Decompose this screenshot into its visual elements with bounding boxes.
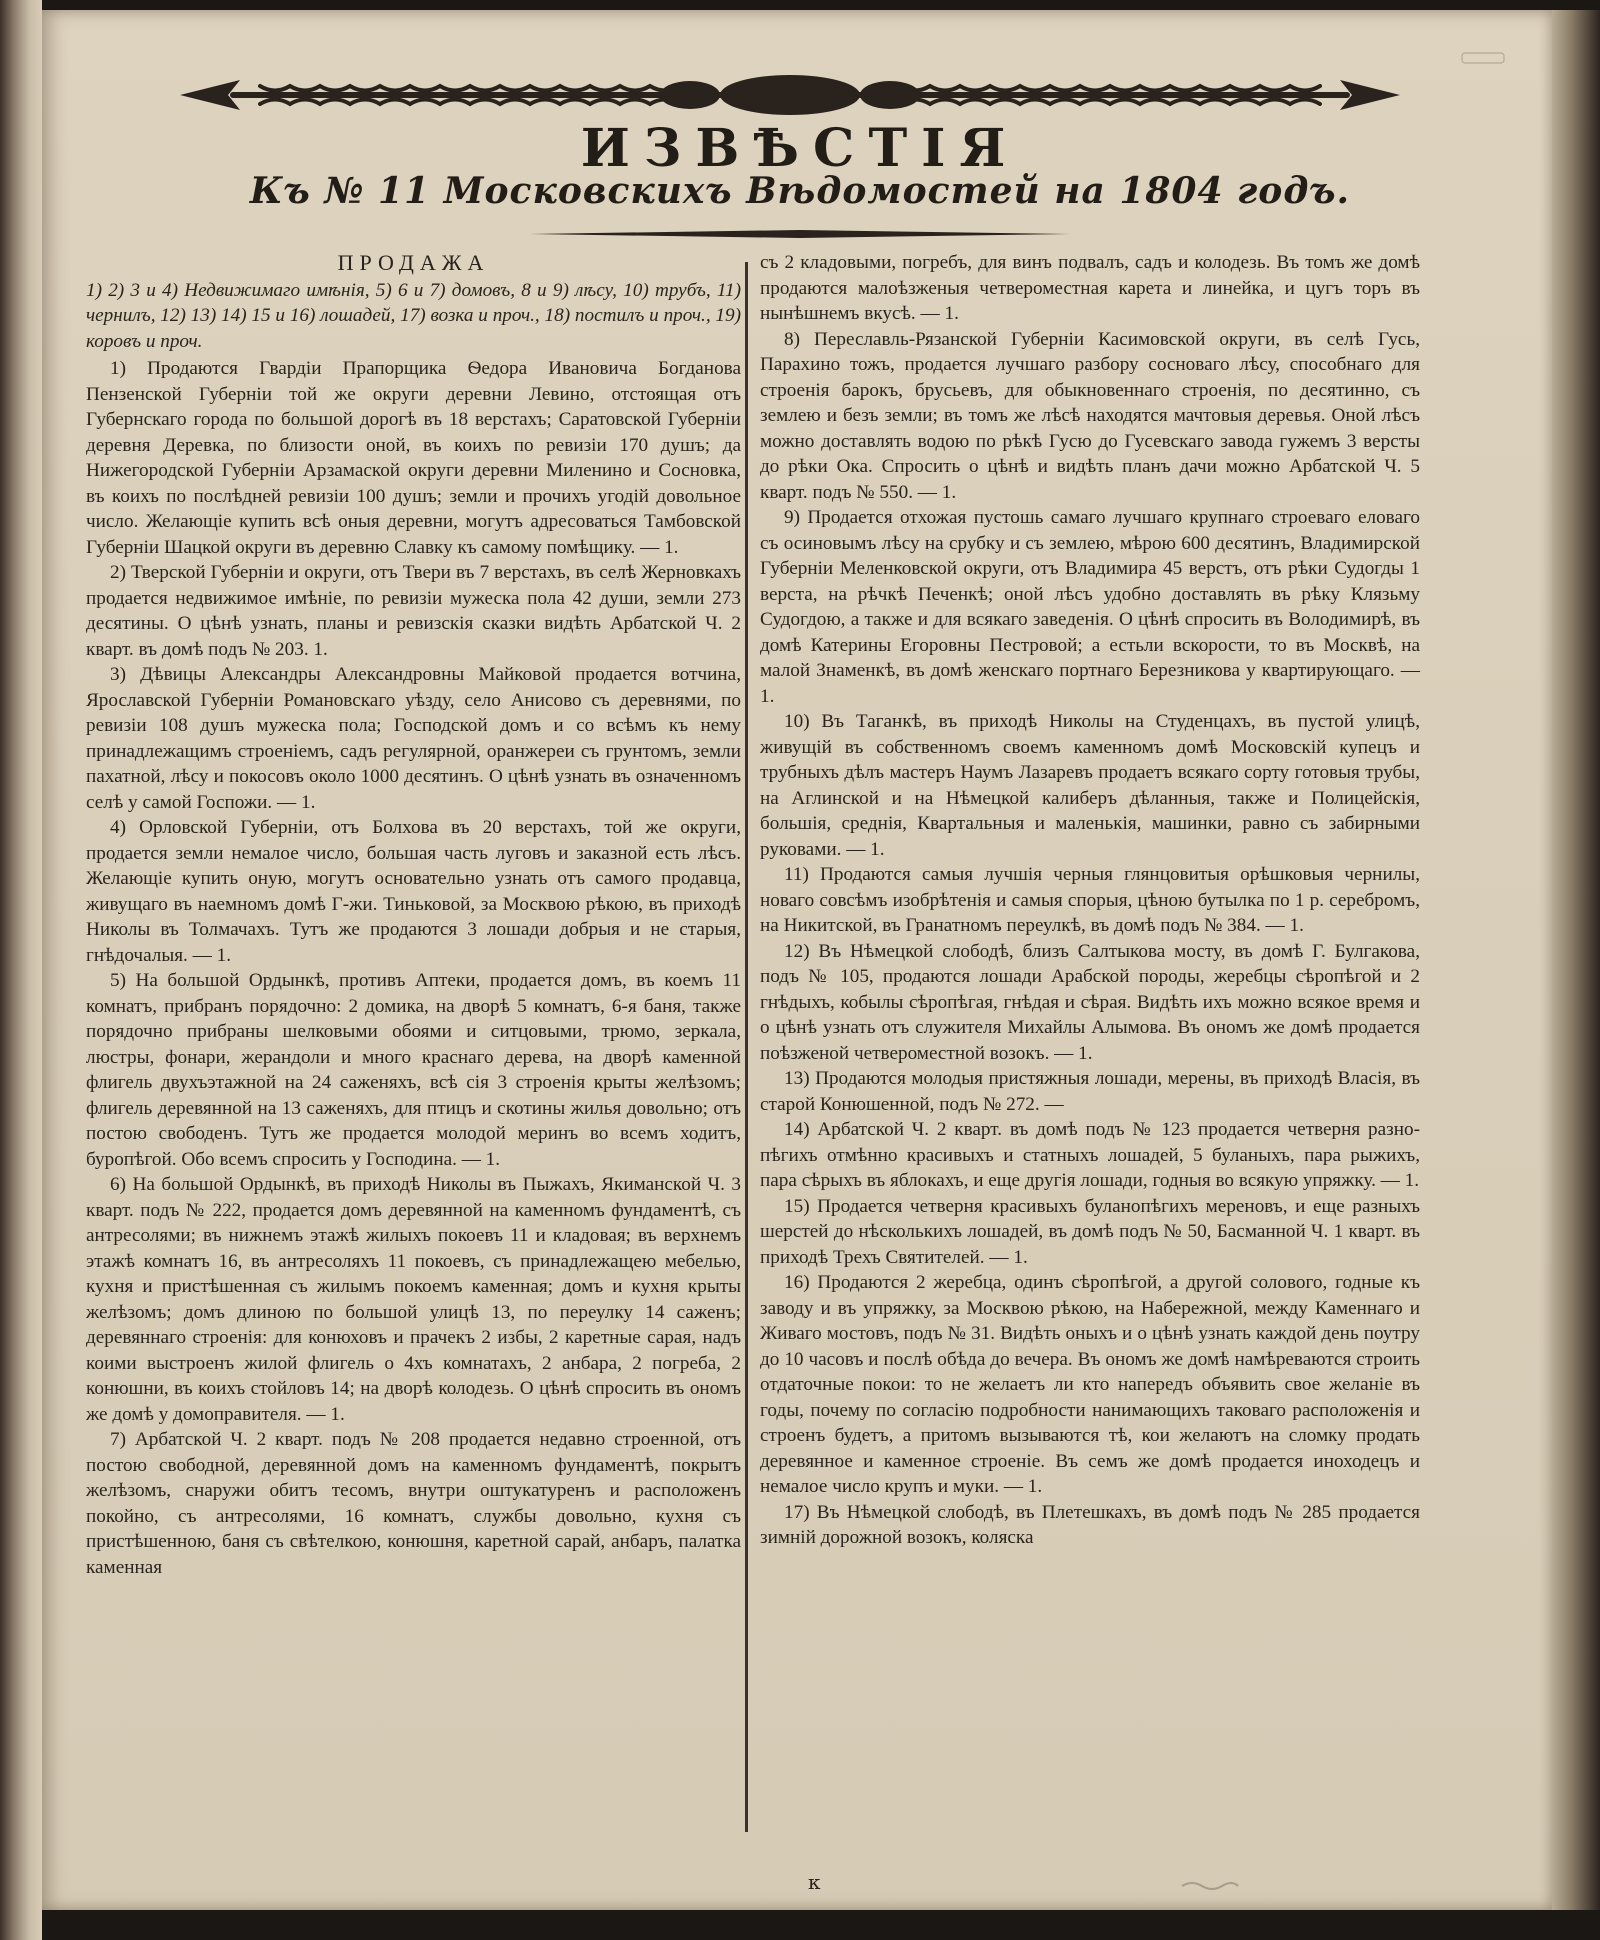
listing-continuation: съ 2 кладовыми, погребъ, для винъ подвалъ, садъ и колодезь. Въ томъ же домѣ продаются малоѣзженыя четвероместная карета и линейка, и цугъ торъ въ нынѣшнемъ вкусѣ. — 1. bbox=[760, 252, 1420, 324]
book-spine bbox=[0, 0, 42, 1940]
listing: 16) Продаются 2 жеребца, одинъ сѣропѣгой, а другой солового, годные къ заводу и въ упряжку, за Москвою рѣкою, на Набережной, между Каменнаго и Живаго мостовъ, подъ № 31. Видѣть оныхъ и о цѣнѣ узнать каждой день поутру до 10 часовъ и послѣ обѣда до вечера. Въ ономъ же домѣ намѣреваются строить отдаточные покои: то не желаетъ ли кто напередъ объявить свое желаніе въ годы, почему по согласію подробности нанимающихъ таковаго расположенія и строенъ будетъ, а притомъ вызываются тѣ, кои желаютъ на сломку продать деревянное и каменное строеніе. Въ семъ же домѣ продается иноходецъ и немалое число крупъ и муки. — 1. bbox=[760, 1272, 1420, 1497]
left-column bbox=[86, 250, 741, 1580]
page-signature: к bbox=[808, 1870, 821, 1894]
ink-smudge-icon bbox=[1180, 1880, 1240, 1892]
listing: 12) Въ Нѣмецкой слободѣ, близъ Салтыкова мосту, въ домѣ Г. Булгакова, подъ № 105, продаются лошади Арабской породы, жеребцы сѣропѣгой и 2 гнѣдыхъ, кобылы сѣропѣгая, гнѣдая и сѣрая. Видѣть ихъ можно всякое время и о цѣнѣ узнать отъ служителя Михайлы Алымова. Въ ономъ же домѣ продается поѣзженой четвероместной возокъ. — 1. bbox=[760, 940, 1420, 1064]
library-stamp-icon bbox=[1460, 50, 1506, 66]
column-divider bbox=[745, 262, 748, 1832]
page-edge bbox=[1552, 10, 1600, 1910]
listing: 10) Въ Таганкѣ, въ приходѣ Николы на Студенцахъ, въ пустой улицѣ, живущій въ собственномъ своемъ каменномъ домѣ Московскій купецъ и трубныхъ дѣлъ мастеръ Наумъ Лазаревъ продаетъ всякаго сорту готовыя трубы, на Аглинской и на Нѣмецкой калиберъ дѣланныя, также и Полицейскія, большія, среднія, Квартальныя и маленькія, машинки, равно съ забирными руковами. — 1. bbox=[760, 711, 1420, 860]
page-title: ИЗВѢСТІЯ bbox=[580, 118, 1020, 179]
listing: 2) Тверской Губерніи и округи, отъ Твери въ 7 верстахъ, въ селѣ Жерновкахъ продается недвижимое имѣніе, по ревизіи мужеска пола 42 души, земли 273 десятины. О цѣнѣ узнать, планы и ревизскія сказки видѣть Арбатской Ч. 2 кварт. въ домѣ подъ № 203. 1. bbox=[86, 562, 741, 660]
listing: 5) На большой Ордынкѣ, противъ Аптеки, продается домъ, въ коемъ 11 комнатъ, прибранъ порядочно: 2 домика, на дворѣ 5 комнатъ, 6-я баня, также порядочно прибраны шелковыми обоями и ситцовыми, трюмо, зеркала, люстры, фонари, жерандоли и много краснаго дерева, на дворѣ каменной флигель двухъэтажной на 24 саженяхъ, всѣ сія 3 строенія крыты желѣзомъ; флигель деревянной на 13 саженяхъ, для птицъ и скотины жилья довольно; отъ постою свободенъ. Тутъ же продается молодой меринъ во всемъ ходитъ, буропѣгой. Обо всемъ спросить у Господина. — 1. bbox=[86, 970, 741, 1170]
right-column bbox=[760, 250, 1420, 1551]
listing: 4) Орловской Губерніи, отъ Болхова въ 20 верстахъ, той же округи, продается земли немалое число, большая часть луговъ и заказной есть лѣсъ. Желающіе купить оную, могутъ основательно узнать отъ самого продавца, живущаго въ наемномъ домѣ Г-жи. Тиньковой, за Москвою рѣкою, въ приходѣ Николы въ Толмачахъ. Тутъ же продаются 3 лошади добрыя и не старыя, гнѣдочалыя. — 1. bbox=[86, 817, 741, 966]
listing: 15) Продается четверня красивыхъ буланопѣгихъ мереновъ, и еще разныхъ шерстей до нѣсколькихъ лошадей, въ домѣ подъ № 50, Басманной Ч. 1 кварт. въ приходѣ Трехъ Святителей. — 1. bbox=[760, 1195, 1420, 1268]
listing: 14) Арбатской Ч. 2 кварт. въ домѣ подъ № 123 продается четверня разно-пѣгихъ отмѣнно красивыхъ и статныхъ лошадей, 5 буланыхъ, пара рыжихъ, пара сѣрыхъ въ яблокахъ, и еще другія лошади, годныя во всякую упряжку. — 1. bbox=[760, 1119, 1420, 1191]
listing: 11) Продаются самыя лучшія черныя глянцовитыя орѣшковыя чернилы, новаго совсѣмъ изобрѣтенія и самыя спорыя, цѣною бутылка по 1 р. серебромъ, на Никитской, въ Гранатномъ переулкѣ, въ домѣ подъ № 384. — 1. bbox=[760, 864, 1420, 936]
section-heading: ПРОДАЖА bbox=[337, 250, 490, 275]
listing: 3) Дѣвицы Александры Александровны Майковой продается вотчина, Ярославской Губерніи Романовскаго уѣзду, село Анисово съ деревнями, по ревизіи 108 душъ мужеска пола; Господской домъ и со всѣмъ къ нему принадлежащимъ строеніемъ, садъ регулярной, оранжереи съ грунтомъ, земли пахатной, лѣсу и покосовъ около 1000 десятинъ. О цѣнѣ узнать въ означенномъ селѣ у самой Госпожи. — 1. bbox=[86, 664, 741, 813]
listing: 1) Продаются Гвардіи Прапорщика Ѳедора Ивановича Богданова Пензенской Губерніи той же округи деревни Левино, отстоящая отъ Губернскаго города по большой дорогѣ въ 18 верстахъ; Саратовской Губерніи деревня Деревка, по близости оной, въ коихъ по ревизіи 170 душъ; да Нижегородской Губерніи Арзамаской округи деревни Миленино и Сосновка, въ коихъ по послѣдней ревизіи 100 душъ; земли и прочихъ угодій довольное число. Желающіе купить всѣ оныя деревни, могутъ адресоваться Тамбовской Губерніи Шацкой округи въ деревню Славку къ самому помѣщику. — 1. bbox=[86, 358, 741, 558]
title-rule bbox=[530, 230, 1070, 238]
page-subtitle: Къ № 11 Московскихъ Вѣдомостей на 1804 годъ. bbox=[249, 170, 1351, 212]
listing: 8) Переславль-Рязанской Губерніи Касимовской округи, въ селѣ Гусь, Парахино тожъ, продается лучшаго разбору сосноваго лѣсу, способнаго для строенія барокъ, брусьевъ, для обыкновеннаго строенія, по десятинно, съ землею и безъ земли; въ томъ же лѣсѣ находятся мачтовыя деревья. Оной лѣсъ можно доставлять водою по рѣкѣ Гусю до Гусевскаго завода гужемъ 3 версты до рѣки Ока. Спросить о цѣнѣ и видѣть планъ дачи можно Арбатской Ч. 5 кварт. подъ № 550. — 1. bbox=[760, 328, 1420, 503]
listing: 6) На большой Ордынкѣ, въ приходѣ Николы въ Пыжахъ, Якиманской Ч. 3 кварт. подъ № 222, продается домъ деревянной на каменномъ фундаментѣ, съ антресолями; въ нижнемъ этажѣ жилыхъ покоевъ 11 и кладовая; въ верхнемъ этажѣ комнатъ 16, въ антресоляхъ 11 покоевъ, съ принадлежащею мебелью, кухня и пристѣшенная съ жилымъ покоемъ каменная; домъ и кухня крыты желѣзомъ; домъ длиною по большой улицѣ 13, по переулку 14 саженъ; деревяннаго строенія: для конюховъ и прачекъ 2 избы, 2 каретные сарая, надъ коими выстроенъ жилой флигель о 4хъ комнатахъ, 2 анбара, 2 погреба, 2 конюшни, въ коихъ стойловъ 14; на дворѣ колодезь. О цѣнѣ спросить въ ономъ же домѣ у домоправителя. — 1. bbox=[86, 1174, 741, 1425]
listing: 7) Арбатской Ч. 2 кварт. подъ № 208 продается недавно строенной, отъ постою свободной, деревянной домъ на каменномъ фундаментѣ, покрытъ желѣзомъ, снаружи обитъ тесомъ, внутри оштукатуренъ и расположенъ покойно, съ антресолями, 16 комнатъ, службы довольно, кухня съ пристѣшенною, баня съ свѣтелкою, конюшня, каретной сарай, анбаръ, палатка каменная bbox=[86, 1429, 741, 1578]
listing: 17) Въ Нѣмецкой слободѣ, въ Плетешкахъ, въ домѣ подъ № 285 продается зимній дорожной возокъ, коляска bbox=[760, 1501, 1420, 1548]
listing: 13) Продаются молодыя пристяжныя лошади, мерены, въ приходѣ Власія, въ старой Конюшенной, подъ № 272. — bbox=[760, 1068, 1420, 1115]
listing: 9) Продается отхожая пустошь самаго лучшаго крупнаго строеваго еловаго съ осиновымъ лѣсу на срубку и съ землею, мѣрою 600 десятинъ, Владимирской Губерніи Меленковской округи, отъ Владимира 45 верстъ, отъ рѣки Судогды 1 верста, на рѣчкѣ Печенкѣ; оной лѣсъ удобно доставлять въ рѣку Клязьму Судогдою, а также и для всякаго заведенія. О цѣнѣ спросить въ Володимирѣ, въ домѣ Катерины Егоровны Пестровой; а естьли вскорости, то въ Москвѣ, на малой Знаменкѣ, въ домѣ женскаго портнаго Березникова у квартирующаго. — 1. bbox=[760, 507, 1420, 707]
decorative-border-ornament-icon bbox=[170, 72, 1410, 118]
section-index: 1) 2) 3 и 4) Недвижимаго имѣнія, 5) 6 и 7) домовъ, 8 и 9) лѣсу, 10) трубъ, 11) чернилъ, 12) 13) 14) 15 и 16) лошадей, 17) возка и проч., 18) постилъ и проч., 19) коровъ и проч. bbox=[86, 279, 741, 352]
